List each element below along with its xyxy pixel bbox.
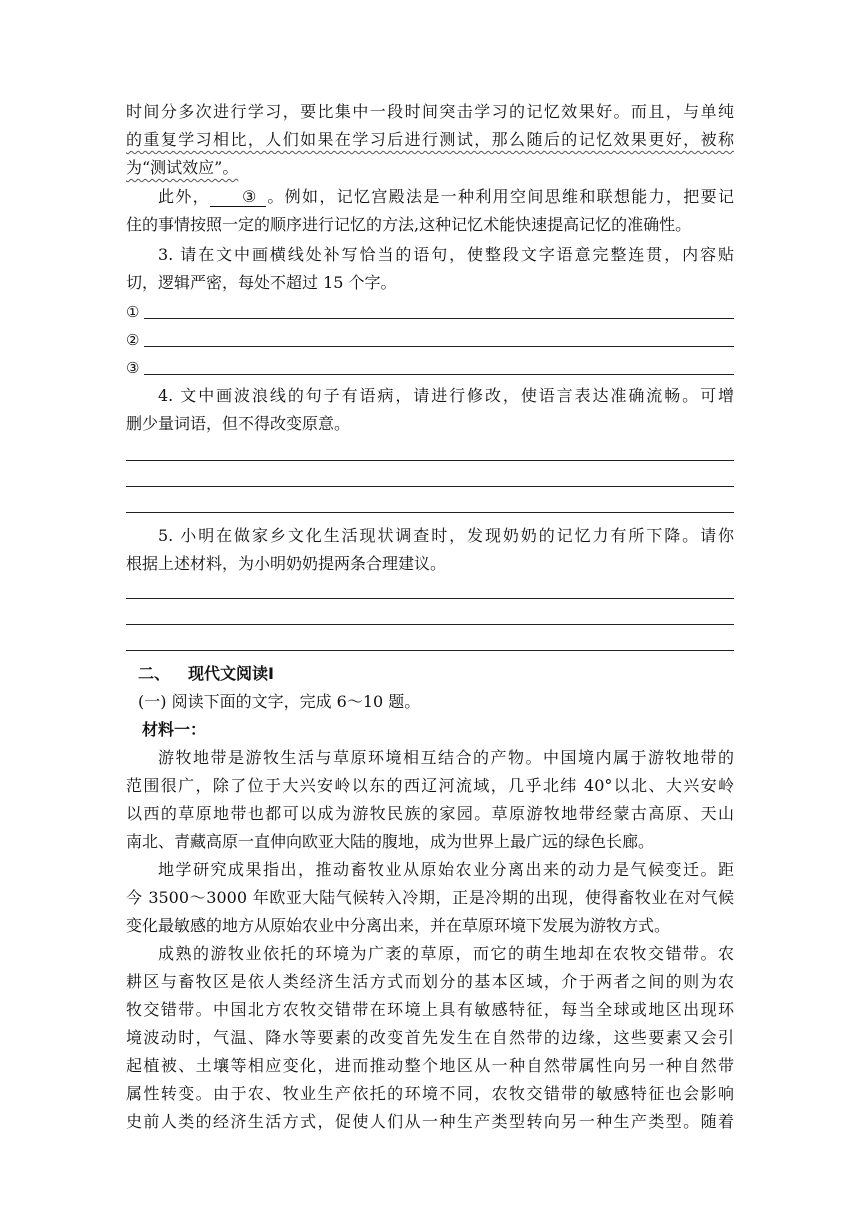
section-heading [126,660,734,688]
text-line: 成熟的游牧业依托的环境为广袤的草原，而它的萌生地却在农牧交错带。农 [158,944,734,963]
question-text: 4. 文中画波浪线的句子有语病，请进行修改，使语言表达准确流畅。可增 [158,386,734,405]
question-text: 删少量词语，但不得改变原意。 [126,414,351,433]
section-2 [126,660,734,744]
reading-passage [126,744,734,1136]
text-line: 变化最敏感的地方从原始农业中分离出来，并在草原环境下发展为游牧方式。 [126,916,671,935]
material-label: 材料一： [142,720,207,739]
passage-paragraph-2 [126,856,734,940]
fill-blank-3[interactable]: ③ [210,188,266,207]
text-line: 史前人类的经济生活方式，促使人们从一种生产类型转向另一种生产类型。随着 [126,1112,734,1131]
text-line: 游牧地带是游牧生活与草原环境相互结合的产物。中国境内属于游牧地带的 [158,748,734,767]
question-5 [126,522,734,651]
text-line: 以西的草原地带也都可以成为游牧民族的家园。草原游牧地带经蒙古高原、天山 [126,804,734,823]
text-line [126,154,734,182]
text-line: 耕区与畜牧区是依人类经济生活方式而划分的基本区域，介于两者之间的则为农 [126,972,734,991]
answer-rule[interactable] [126,512,734,513]
text-line: 牧交错带。中国北方农牧交错带在环境上具有敏感特征，每当全球或地区出现环 [126,1000,734,1019]
answer-line-3[interactable] [126,356,734,378]
section-title: 现代文阅读Ⅰ [188,664,274,683]
further-paragraph [126,183,734,239]
text-line: 住的事情按照一定的顺序进行记忆的方法,这种记忆术能快速提高记忆的准确性。 [126,215,692,234]
text-line: 时间分多次进行学习，要比集中一段时间突击学习的记忆效果好。而且，与单纯 [126,102,734,121]
answer-rule[interactable] [126,650,734,651]
text-line: 地学研究成果指出，推动畜牧业从原始农业分离出来的动力是气候变迁。距 [158,860,734,879]
text-line: 范围很广，除了位于大兴安岭以东的西辽河流域，几乎北纬 40°以北、大兴安岭 [126,776,734,795]
passage-paragraph-3 [126,940,734,1136]
text-line [126,183,734,211]
answer-label: ① [126,303,140,321]
wavy-underlined-sentence-end: 为“测试效应”。 [126,158,239,177]
answer-rule [144,346,734,347]
answer-line-2[interactable] [126,328,734,350]
intro-paragraph [126,98,734,182]
question-3 [126,241,734,378]
question-text: 5. 小明在做家乡文化生活现状调查时，发现奶奶的记忆力有所下降。请你 [158,526,734,545]
document-page [126,98,734,1136]
text-line: 境波动时，气温、降水等要素的改变首先发生在自然带的边缘，这些要素又会引 [126,1028,734,1047]
answer-label: ③ [126,359,140,377]
text-line: 今 3500～3000 年欧亚大陆气候转入冷期，正是冷期的出现，使得畜牧业在对气候 [126,888,734,907]
section-number: 二、 [138,664,171,683]
text-segment: 此外， [158,187,210,206]
reading-instruction: (一) 阅读下面的文字，完成 6～10 题。 [138,692,421,711]
question-text: 根据上述材料，为小明奶奶提两条合理建议。 [126,554,447,573]
text-line: 属性转变。由于农、牧业生产依托的环境不同，农牧交错带的敏感特征也会影响 [126,1084,734,1103]
wavy-underlined-sentence: 的重复学习相比，人们如果在学习后进行测试，那么随后的记忆效果更好，被称 [126,130,734,149]
question-4 [126,382,734,513]
answer-line-1[interactable] [126,300,734,322]
answer-rule[interactable] [126,598,734,599]
passage-paragraph-1 [126,744,734,856]
question-text: 3. 请在文中画横线处补写恰当的语句，使整段文字语意完整连贯，内容贴 [158,245,734,264]
answer-label: ② [126,331,140,349]
text-line: 南北、青藏高原一直伸向欧亚大陆的腹地，成为世界上最广远的绿色长廊。 [126,832,655,851]
answer-rule[interactable] [126,624,734,625]
answer-rule[interactable] [126,486,734,487]
answer-rule [144,318,734,319]
answer-rule[interactable] [126,460,734,461]
answer-rule [144,374,734,375]
question-text: 切，逻辑严密，每处不超过 15 个字。 [126,273,397,292]
text-line [126,126,734,154]
text-line: 起植被、土壤等相应变化，进而推动整个地区从一种自然带属性向另一种自然带 [126,1056,734,1075]
text-segment: 。例如，记忆宫殿法是一种利用空间思维和联想能力，把要记 [266,187,734,206]
